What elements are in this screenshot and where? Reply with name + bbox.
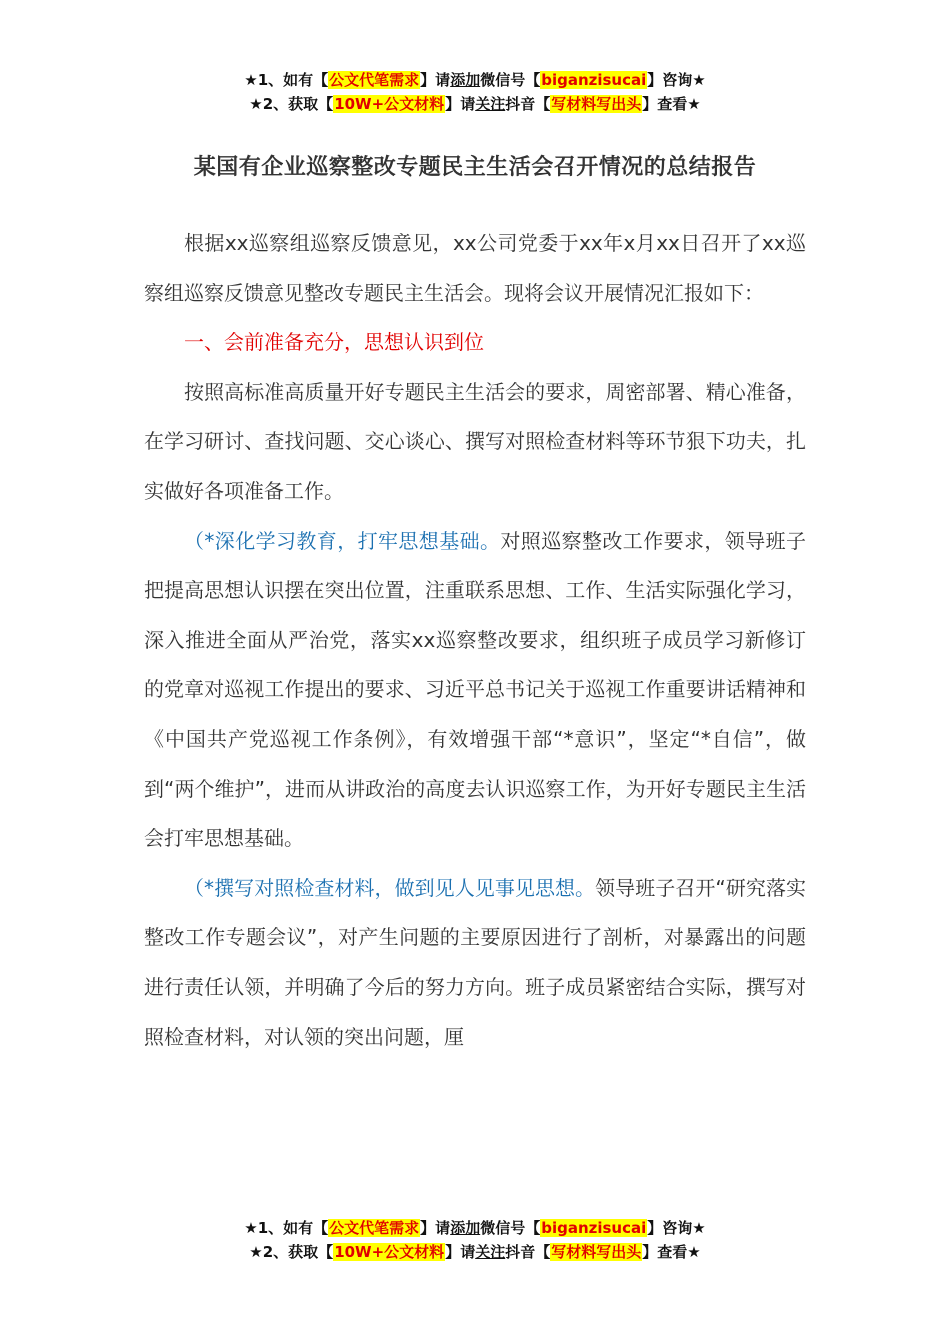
promo-underline: 添加	[450, 71, 481, 89]
promo-text: 】咨询★	[647, 71, 706, 89]
promo-text: 】请	[420, 71, 451, 89]
promo-text: 】查看★	[642, 1243, 701, 1261]
subsection-heading: （*深化学习教育，打牢思想基础。	[184, 528, 501, 553]
promo-text: 微信号【	[480, 71, 541, 89]
promo-line-1	[0, 1216, 950, 1240]
document-title: 某国有企业巡察整改专题民主生活会召开情况的总结报告	[193, 155, 757, 180]
promo-highlight: 写材料写出头	[551, 1243, 642, 1261]
promo-highlight: 10W+公文材料	[334, 95, 445, 113]
intro-paragraph: 根据xx巡察组巡察反馈意见，xx公司党委于xx年x月xx日召开了xx巡察组巡察反馈意见整改专题民主生活会。现将会议开展情况汇报如下：	[144, 231, 806, 305]
subsection-paragraph-2	[144, 864, 806, 1062]
section-paragraph: 按照高标准高质量开好专题民主生活会的要求，周密部署、精心准备，在学习研讨、查找问题、交心谈心、撰写对照检查材料等环节狠下功夫，扎实做好各项准备工作。	[144, 379, 806, 503]
promo-text: 】请	[420, 1219, 451, 1237]
promo-underline: 关注	[475, 95, 506, 113]
promo-underline: 添加	[450, 1219, 481, 1237]
promo-highlight: 10W+公文材料	[334, 1243, 445, 1261]
promo-text: ★2、获取【	[249, 95, 334, 113]
promo-highlight: biganzisucai	[541, 1219, 647, 1237]
promo-text: 微信号【	[480, 1219, 541, 1237]
promo-text: 抖音【	[505, 95, 551, 113]
promo-highlight: 公文代笔需求	[329, 71, 420, 89]
subsection-paragraph-1	[144, 517, 806, 864]
promo-text: 】查看★	[642, 95, 701, 113]
promo-line-1	[0, 68, 950, 92]
document-body	[144, 219, 806, 1062]
promo-text: ★2、获取【	[249, 1243, 334, 1261]
promo-text: 】请	[445, 95, 476, 113]
subsection-text: 领导班子召开“研究落实整改工作专题会议”，对产生问题的主要原因进行了剖析，对暴露出的问题进行责任认领，并明确了今后的努力方向。班子成员紧密结合实际，撰写对照检查材料，对认领的突出问题，厘	[144, 875, 806, 1049]
promo-text: 】请	[445, 1243, 476, 1261]
subsection-heading: （*撰写对照检查材料，做到见人见事见思想。	[184, 875, 596, 900]
promo-highlight: biganzisucai	[541, 71, 647, 89]
promo-text: ★1、如有【	[244, 1219, 329, 1237]
subsection-text: 对照巡察整改工作要求，领导班子把提高思想认识摆在突出位置，注重联系思想、工作、生活实际强化学习，深入推进全面从严治党，落实xx巡察整改要求，组织班子成员学习新修订的党章对巡视工作提出的要求、习近平总书记关于巡视工作重要讲话精神和《中国共产党巡视工作条例》，有效增强干部“*意识”，坚定“*自信”，做到“两个维护”，进而从讲政治的高度去认识巡察工作，为开好专题民主生活会打牢思想基础。	[144, 528, 807, 851]
promo-banner-top	[0, 68, 950, 116]
promo-line-2	[0, 1240, 950, 1264]
promo-highlight: 公文代笔需求	[329, 1219, 420, 1237]
promo-banner-bottom	[0, 1216, 950, 1264]
promo-highlight: 写材料写出头	[551, 95, 642, 113]
section-heading: 一、会前准备充分，思想认识到位	[184, 330, 484, 355]
promo-text: ★1、如有【	[244, 71, 329, 89]
promo-text: 】咨询★	[647, 1219, 706, 1237]
promo-line-2	[0, 92, 950, 116]
promo-underline: 关注	[475, 1243, 506, 1261]
promo-text: 抖音【	[505, 1243, 551, 1261]
